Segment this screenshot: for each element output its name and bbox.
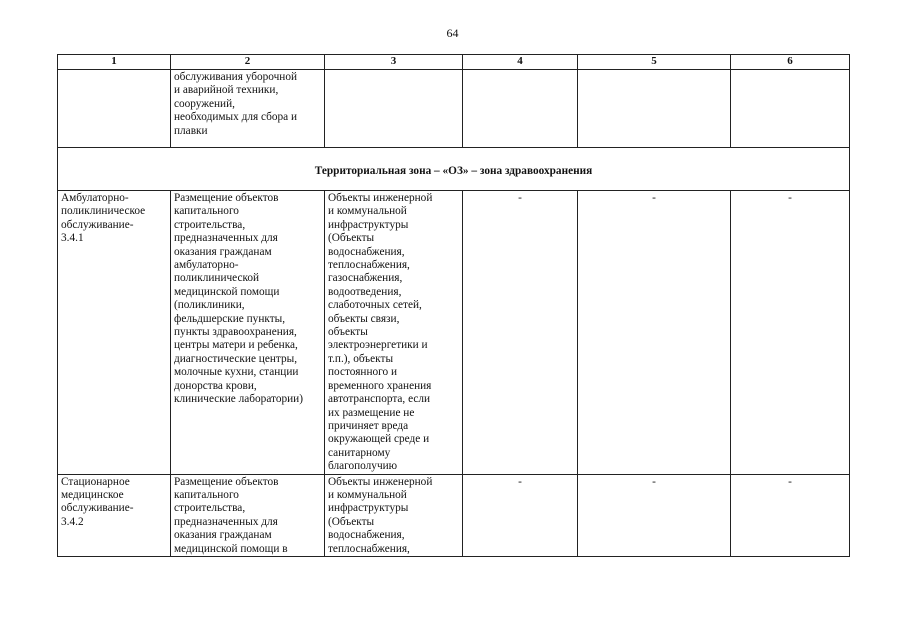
zone-heading: Территориальная зона – «ОЗ» – зона здравоохранения xyxy=(58,148,850,191)
table-cell xyxy=(325,70,463,148)
table-row xyxy=(58,70,850,148)
table-cell: Размещение объектов капитального строительства, предназначенных для оказания гражданам амбулаторно- поликлинической медицинской помощи (поликлиники, фельдшерские пункты, пункты здравоохранения, центры матери и ребенка, диагностические центры, молочные кухни, станции донорства крови, клинические лаборатории) xyxy=(171,191,325,475)
table-cell: Стационарное медицинское обслуживание- 3.4.2 xyxy=(58,474,171,556)
table-cell: Объекты инженерной и коммунальной инфраструктуры (Объекты водоснабжения, теплоснабжения, xyxy=(325,474,463,556)
table-row xyxy=(58,191,850,475)
table-row xyxy=(58,474,850,556)
column-header: 6 xyxy=(731,55,850,70)
table-cell: Размещение объектов капитального строительства, предназначенных для оказания гражданам медицинской помощи в xyxy=(171,474,325,556)
table-header-row xyxy=(58,55,850,70)
table-cell: - xyxy=(731,474,850,556)
table-cell: Амбулаторно- поликлиническое обслуживание- 3.4.1 xyxy=(58,191,171,475)
column-header: 5 xyxy=(578,55,731,70)
table-cell: обслуживания уборочной и аварийной техники, сооружений, необходимых для сбора и плавки xyxy=(171,70,325,148)
column-header: 4 xyxy=(463,55,578,70)
table-cell: - xyxy=(578,474,731,556)
table-cell xyxy=(463,70,578,148)
table-cell: - xyxy=(463,191,578,475)
zone-heading-row xyxy=(58,148,850,191)
table-cell: - xyxy=(578,191,731,475)
table-cell xyxy=(58,70,171,148)
table-cell: - xyxy=(463,474,578,556)
column-header: 1 xyxy=(58,55,171,70)
table-cell xyxy=(731,70,850,148)
zoning-table xyxy=(57,54,850,557)
column-header: 3 xyxy=(325,55,463,70)
table-cell xyxy=(578,70,731,148)
table-cell: - xyxy=(731,191,850,475)
table-cell: Объекты инженерной и коммунальной инфраструктуры (Объекты водоснабжения, теплоснабжения, газоснабжения, водоотведения, слаботочных сетей, объекты связи, объекты электроэнергетики и т.п.), объекты постоянного и временного хранения автотранспорта, если их размещение не причиняет вреда окружающей среде и санитарному благополучию xyxy=(325,191,463,475)
column-header: 2 xyxy=(171,55,325,70)
page-number: 64 xyxy=(446,26,459,40)
